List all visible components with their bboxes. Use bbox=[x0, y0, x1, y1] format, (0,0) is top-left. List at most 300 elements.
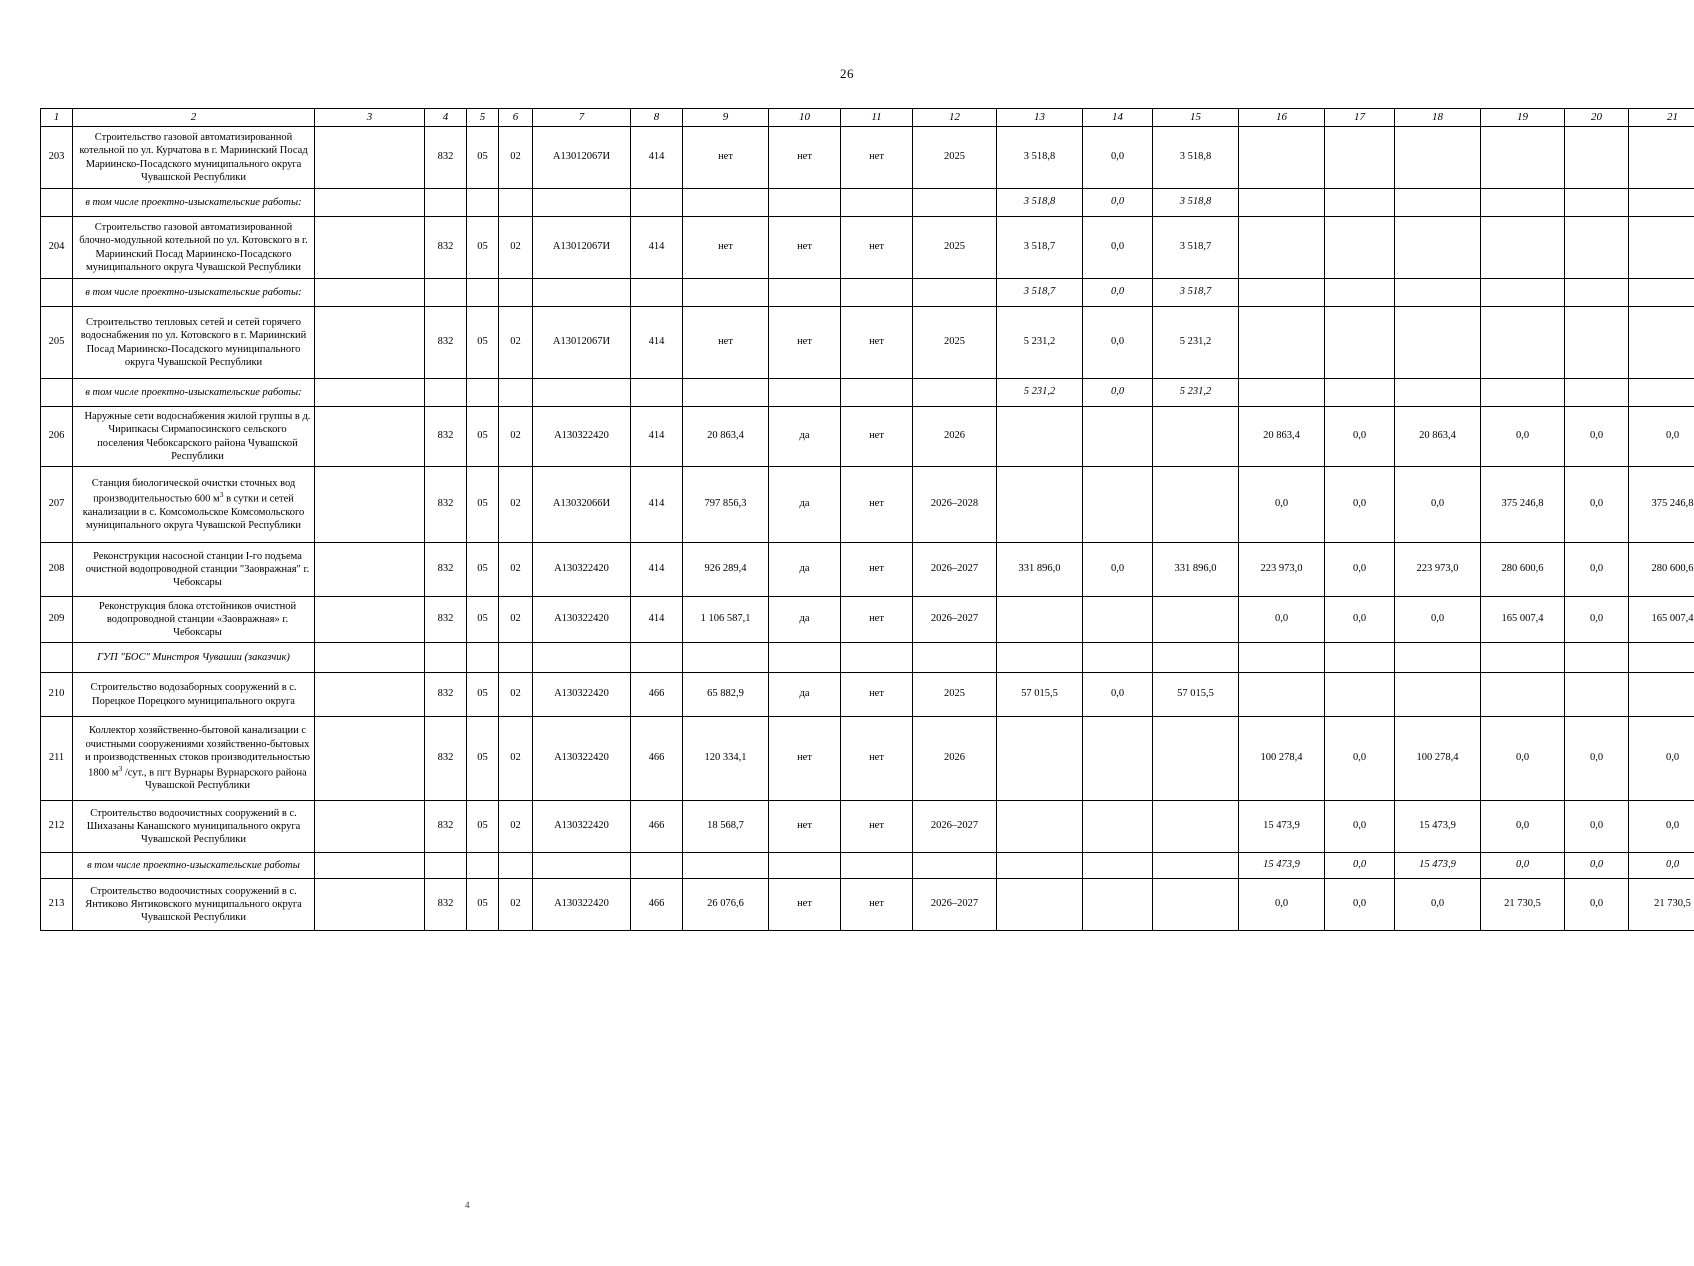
row-number bbox=[41, 379, 73, 407]
column-number: 3 bbox=[315, 109, 425, 127]
table-row bbox=[41, 597, 1694, 643]
cell-c4: 832 bbox=[425, 673, 467, 717]
cell-c9: нет bbox=[683, 217, 769, 279]
cell-c21 bbox=[1629, 279, 1694, 307]
cell-c5: 05 bbox=[467, 717, 499, 801]
column-number: 16 bbox=[1239, 109, 1325, 127]
cell-c19: 0,0 bbox=[1481, 407, 1565, 467]
cell-c7: А130322420 bbox=[533, 543, 631, 597]
cell-c13 bbox=[997, 407, 1083, 467]
row-number: 209 bbox=[41, 597, 73, 643]
cell-c20 bbox=[1565, 379, 1629, 407]
cell-c5 bbox=[467, 189, 499, 217]
cell-c8 bbox=[631, 643, 683, 673]
cell-c14: 0,0 bbox=[1083, 189, 1153, 217]
cell-c7 bbox=[533, 643, 631, 673]
cell-c15 bbox=[1153, 853, 1239, 879]
cell-c13 bbox=[997, 853, 1083, 879]
column-number: 8 bbox=[631, 109, 683, 127]
cell-c16: 0,0 bbox=[1239, 879, 1325, 931]
cell-c12 bbox=[913, 379, 997, 407]
cell-c11: нет bbox=[841, 307, 913, 379]
cell-c18 bbox=[1395, 217, 1481, 279]
cell-c13 bbox=[997, 717, 1083, 801]
cell-c16: 0,0 bbox=[1239, 597, 1325, 643]
table-row bbox=[41, 643, 1694, 673]
cell-c20 bbox=[1565, 217, 1629, 279]
cell-c20: 0,0 bbox=[1565, 879, 1629, 931]
cell-c7 bbox=[533, 379, 631, 407]
cell-c18: 15 473,9 bbox=[1395, 801, 1481, 853]
cell-c7: А130322420 bbox=[533, 879, 631, 931]
cell-c5: 05 bbox=[467, 407, 499, 467]
cell-c19: 0,0 bbox=[1481, 717, 1565, 801]
table-row bbox=[41, 127, 1694, 189]
object-name: ГУП "БОС" Минстроя Чувашии (заказчик) bbox=[73, 643, 315, 673]
cell-c16: 100 278,4 bbox=[1239, 717, 1325, 801]
cell-c16 bbox=[1239, 643, 1325, 673]
cell-c15: 5 231,2 bbox=[1153, 307, 1239, 379]
table-row bbox=[41, 467, 1694, 543]
cell-c19 bbox=[1481, 379, 1565, 407]
cell-c5: 05 bbox=[467, 879, 499, 931]
cell-c12: 2026–2027 bbox=[913, 801, 997, 853]
cell-c18: 0,0 bbox=[1395, 467, 1481, 543]
row-number: 204 bbox=[41, 217, 73, 279]
cell-c13 bbox=[997, 879, 1083, 931]
cell-c3 bbox=[315, 467, 425, 543]
cell-c10 bbox=[769, 279, 841, 307]
cell-c14 bbox=[1083, 467, 1153, 543]
cell-c12: 2026–2027 bbox=[913, 879, 997, 931]
object-name: Реконструкция насосной станции I-го подъема очистной водопроводной станции "Заовражная" г. Чебоксары bbox=[73, 543, 315, 597]
cell-c16 bbox=[1239, 379, 1325, 407]
cell-c9: нет bbox=[683, 127, 769, 189]
cell-c19: 0,0 bbox=[1481, 853, 1565, 879]
cell-c10: нет bbox=[769, 127, 841, 189]
row-number: 213 bbox=[41, 879, 73, 931]
column-number: 7 bbox=[533, 109, 631, 127]
cell-c7: А13012067И bbox=[533, 307, 631, 379]
cell-c15 bbox=[1153, 407, 1239, 467]
object-name: в том числе проектно-изыскательские работы: bbox=[73, 379, 315, 407]
cell-c9 bbox=[683, 643, 769, 673]
footer-mark: 4 bbox=[465, 1200, 470, 1210]
cell-c5 bbox=[467, 279, 499, 307]
column-number: 20 bbox=[1565, 109, 1629, 127]
cell-c10: нет bbox=[769, 217, 841, 279]
cell-c14: 0,0 bbox=[1083, 543, 1153, 597]
cell-c4: 832 bbox=[425, 801, 467, 853]
cell-c15 bbox=[1153, 643, 1239, 673]
cell-c7: А130322420 bbox=[533, 717, 631, 801]
cell-c12: 2026–2027 bbox=[913, 543, 997, 597]
object-name: Наружные сети водоснабжения жилой группы в д. Чирипкасы Сирмапосинского сельского поселения Чебоксарского района Чувашской Республики bbox=[73, 407, 315, 467]
cell-c11 bbox=[841, 189, 913, 217]
cell-c9: 1 106 587,1 bbox=[683, 597, 769, 643]
table-row bbox=[41, 379, 1694, 407]
row-number bbox=[41, 189, 73, 217]
cell-c6: 02 bbox=[499, 543, 533, 597]
cell-c9 bbox=[683, 279, 769, 307]
cell-c4: 832 bbox=[425, 407, 467, 467]
cell-c9: 26 076,6 bbox=[683, 879, 769, 931]
object-name: Станция биологической очистки сточных вод производительностью 600 $м^3$ в сутки и сетей канализации в с. Комсомольское Комсомольского муниципального округа Чувашской Республики bbox=[73, 467, 315, 543]
cell-c17 bbox=[1325, 127, 1395, 189]
cell-c21 bbox=[1629, 673, 1694, 717]
cell-c15: 3 518,8 bbox=[1153, 189, 1239, 217]
cell-c9: 926 289,4 bbox=[683, 543, 769, 597]
cell-c13: 5 231,2 bbox=[997, 307, 1083, 379]
column-number: 21 bbox=[1629, 109, 1694, 127]
object-name: Строительство тепловых сетей и сетей горячего водоснабжения по ул. Котовского в г. Мариинский Посад Мариинско-Посадского муниципального округа Чувашской Республики bbox=[73, 307, 315, 379]
cell-c9: 20 863,4 bbox=[683, 407, 769, 467]
cell-c20 bbox=[1565, 673, 1629, 717]
cell-c16: 0,0 bbox=[1239, 467, 1325, 543]
cell-c5: 05 bbox=[467, 673, 499, 717]
cell-c10: да bbox=[769, 673, 841, 717]
table-row bbox=[41, 407, 1694, 467]
cell-c19 bbox=[1481, 217, 1565, 279]
cell-c11 bbox=[841, 643, 913, 673]
cell-c9: 18 568,7 bbox=[683, 801, 769, 853]
cell-c18: 100 278,4 bbox=[1395, 717, 1481, 801]
cell-c15: 3 518,8 bbox=[1153, 127, 1239, 189]
cell-c12: 2026 bbox=[913, 717, 997, 801]
cell-c9: нет bbox=[683, 307, 769, 379]
cell-c21: 21 730,5 bbox=[1629, 879, 1694, 931]
cell-c3 bbox=[315, 407, 425, 467]
cell-c18 bbox=[1395, 673, 1481, 717]
cell-c3 bbox=[315, 127, 425, 189]
cell-c11: нет bbox=[841, 217, 913, 279]
table-row bbox=[41, 279, 1694, 307]
cell-c18: 0,0 bbox=[1395, 597, 1481, 643]
cell-c11: нет bbox=[841, 717, 913, 801]
column-number: 2 bbox=[73, 109, 315, 127]
cell-c13: 3 518,7 bbox=[997, 279, 1083, 307]
cell-c17 bbox=[1325, 643, 1395, 673]
cell-c15: 3 518,7 bbox=[1153, 217, 1239, 279]
cell-c15 bbox=[1153, 467, 1239, 543]
cell-c17 bbox=[1325, 189, 1395, 217]
row-number: 205 bbox=[41, 307, 73, 379]
cell-c6 bbox=[499, 853, 533, 879]
table-row bbox=[41, 853, 1694, 879]
cell-c17: 0,0 bbox=[1325, 467, 1395, 543]
cell-c19: 280 600,6 bbox=[1481, 543, 1565, 597]
column-number: 14 bbox=[1083, 109, 1153, 127]
cell-c16: 223 973,0 bbox=[1239, 543, 1325, 597]
cell-c16 bbox=[1239, 307, 1325, 379]
document-page bbox=[0, 66, 1694, 1266]
cell-c20: 0,0 bbox=[1565, 407, 1629, 467]
cell-c20: 0,0 bbox=[1565, 801, 1629, 853]
cell-c17 bbox=[1325, 379, 1395, 407]
row-number: 208 bbox=[41, 543, 73, 597]
cell-c8: 414 bbox=[631, 543, 683, 597]
row-number: 210 bbox=[41, 673, 73, 717]
cell-c10: нет bbox=[769, 879, 841, 931]
cell-c7: А13012067И bbox=[533, 217, 631, 279]
cell-c10: нет bbox=[769, 801, 841, 853]
cell-c12 bbox=[913, 279, 997, 307]
cell-c17: 0,0 bbox=[1325, 543, 1395, 597]
cell-c6: 02 bbox=[499, 673, 533, 717]
cell-c18 bbox=[1395, 127, 1481, 189]
cell-c8: 466 bbox=[631, 673, 683, 717]
cell-c20 bbox=[1565, 643, 1629, 673]
cell-c21: 375 246,8 bbox=[1629, 467, 1694, 543]
table-row bbox=[41, 307, 1694, 379]
cell-c13 bbox=[997, 597, 1083, 643]
cell-c10: да bbox=[769, 407, 841, 467]
cell-c4: 832 bbox=[425, 717, 467, 801]
cell-c14 bbox=[1083, 597, 1153, 643]
cell-c8: 414 bbox=[631, 217, 683, 279]
cell-c16 bbox=[1239, 673, 1325, 717]
cell-c3 bbox=[315, 597, 425, 643]
cell-c8: 414 bbox=[631, 127, 683, 189]
cell-c12: 2025 bbox=[913, 217, 997, 279]
budget-table-container bbox=[40, 108, 1654, 931]
cell-c8 bbox=[631, 379, 683, 407]
column-number: 6 bbox=[499, 109, 533, 127]
cell-c16: 15 473,9 bbox=[1239, 801, 1325, 853]
cell-c20 bbox=[1565, 307, 1629, 379]
cell-c17 bbox=[1325, 279, 1395, 307]
cell-c12 bbox=[913, 853, 997, 879]
row-number: 206 bbox=[41, 407, 73, 467]
table-row bbox=[41, 189, 1694, 217]
cell-c16 bbox=[1239, 127, 1325, 189]
object-name: в том числе проектно-изыскательские работы: bbox=[73, 279, 315, 307]
column-number: 15 bbox=[1153, 109, 1239, 127]
cell-c15: 57 015,5 bbox=[1153, 673, 1239, 717]
cell-c12: 2026–2028 bbox=[913, 467, 997, 543]
cell-c8 bbox=[631, 189, 683, 217]
cell-c13: 5 231,2 bbox=[997, 379, 1083, 407]
cell-c19 bbox=[1481, 279, 1565, 307]
cell-c14 bbox=[1083, 853, 1153, 879]
cell-c4: 832 bbox=[425, 307, 467, 379]
cell-c6: 02 bbox=[499, 467, 533, 543]
table-row bbox=[41, 879, 1694, 931]
cell-c12: 2025 bbox=[913, 127, 997, 189]
cell-c9: 797 856,3 bbox=[683, 467, 769, 543]
cell-c3 bbox=[315, 307, 425, 379]
cell-c18 bbox=[1395, 379, 1481, 407]
cell-c21: 0,0 bbox=[1629, 407, 1694, 467]
cell-c18 bbox=[1395, 643, 1481, 673]
cell-c3 bbox=[315, 217, 425, 279]
cell-c6: 02 bbox=[499, 217, 533, 279]
cell-c17 bbox=[1325, 217, 1395, 279]
cell-c7: А130322420 bbox=[533, 407, 631, 467]
cell-c8: 414 bbox=[631, 307, 683, 379]
cell-c20: 0,0 bbox=[1565, 543, 1629, 597]
cell-c20 bbox=[1565, 279, 1629, 307]
cell-c8 bbox=[631, 853, 683, 879]
object-name: Коллектор хозяйственно-бытовой канализации с очистными сооружениями хозяйственно-бытовых и производственных стоков производительностью 1800 $м^3$ /сут., в пгт Вурнары Вурнарского района Чувашской Республики bbox=[73, 717, 315, 801]
cell-c13 bbox=[997, 801, 1083, 853]
cell-c11: нет bbox=[841, 879, 913, 931]
cell-c13: 331 896,0 bbox=[997, 543, 1083, 597]
cell-c19: 21 730,5 bbox=[1481, 879, 1565, 931]
cell-c16: 15 473,9 bbox=[1239, 853, 1325, 879]
cell-c18: 20 863,4 bbox=[1395, 407, 1481, 467]
cell-c6 bbox=[499, 643, 533, 673]
table-row bbox=[41, 543, 1694, 597]
cell-c17: 0,0 bbox=[1325, 407, 1395, 467]
cell-c9: 65 882,9 bbox=[683, 673, 769, 717]
row-number: 203 bbox=[41, 127, 73, 189]
cell-c8: 414 bbox=[631, 597, 683, 643]
column-numbers-row bbox=[41, 109, 1694, 127]
cell-c15 bbox=[1153, 801, 1239, 853]
cell-c16 bbox=[1239, 279, 1325, 307]
row-number: 207 bbox=[41, 467, 73, 543]
cell-c21 bbox=[1629, 643, 1694, 673]
cell-c4 bbox=[425, 379, 467, 407]
cell-c19 bbox=[1481, 127, 1565, 189]
table-row bbox=[41, 217, 1694, 279]
cell-c11: нет bbox=[841, 543, 913, 597]
cell-c6: 02 bbox=[499, 307, 533, 379]
cell-c11 bbox=[841, 279, 913, 307]
cell-c21: 280 600,6 bbox=[1629, 543, 1694, 597]
column-number: 1 bbox=[41, 109, 73, 127]
cell-c18 bbox=[1395, 307, 1481, 379]
cell-c7 bbox=[533, 853, 631, 879]
cell-c15: 331 896,0 bbox=[1153, 543, 1239, 597]
cell-c3 bbox=[315, 543, 425, 597]
cell-c9 bbox=[683, 379, 769, 407]
column-number: 11 bbox=[841, 109, 913, 127]
object-name: в том числе проектно-изыскательские работы: bbox=[73, 189, 315, 217]
column-number: 18 bbox=[1395, 109, 1481, 127]
cell-c4: 832 bbox=[425, 543, 467, 597]
cell-c11 bbox=[841, 379, 913, 407]
cell-c3 bbox=[315, 379, 425, 407]
cell-c14: 0,0 bbox=[1083, 127, 1153, 189]
cell-c10: нет bbox=[769, 307, 841, 379]
cell-c17 bbox=[1325, 673, 1395, 717]
cell-c4 bbox=[425, 189, 467, 217]
cell-c5: 05 bbox=[467, 801, 499, 853]
table-row bbox=[41, 717, 1694, 801]
cell-c12: 2026 bbox=[913, 407, 997, 467]
cell-c12: 2025 bbox=[913, 673, 997, 717]
cell-c12 bbox=[913, 189, 997, 217]
cell-c5 bbox=[467, 379, 499, 407]
cell-c5: 05 bbox=[467, 543, 499, 597]
cell-c6 bbox=[499, 379, 533, 407]
cell-c16 bbox=[1239, 217, 1325, 279]
cell-c19: 375 246,8 bbox=[1481, 467, 1565, 543]
row-number: 211 bbox=[41, 717, 73, 801]
cell-c21 bbox=[1629, 217, 1694, 279]
cell-c3 bbox=[315, 189, 425, 217]
cell-c21: 0,0 bbox=[1629, 717, 1694, 801]
cell-c9 bbox=[683, 853, 769, 879]
cell-c5: 05 bbox=[467, 597, 499, 643]
cell-c14 bbox=[1083, 879, 1153, 931]
column-number: 12 bbox=[913, 109, 997, 127]
cell-c18: 15 473,9 bbox=[1395, 853, 1481, 879]
cell-c5 bbox=[467, 853, 499, 879]
cell-c10: нет bbox=[769, 717, 841, 801]
cell-c15 bbox=[1153, 879, 1239, 931]
cell-c13: 3 518,7 bbox=[997, 217, 1083, 279]
column-number: 5 bbox=[467, 109, 499, 127]
cell-c13: 3 518,8 bbox=[997, 189, 1083, 217]
cell-c8: 414 bbox=[631, 407, 683, 467]
cell-c13 bbox=[997, 467, 1083, 543]
cell-c3 bbox=[315, 801, 425, 853]
cell-c8: 466 bbox=[631, 879, 683, 931]
cell-c10 bbox=[769, 189, 841, 217]
cell-c17: 0,0 bbox=[1325, 717, 1395, 801]
cell-c6: 02 bbox=[499, 597, 533, 643]
cell-c4 bbox=[425, 643, 467, 673]
cell-c17: 0,0 bbox=[1325, 597, 1395, 643]
cell-c19: 0,0 bbox=[1481, 801, 1565, 853]
cell-c6: 02 bbox=[499, 407, 533, 467]
cell-c3 bbox=[315, 279, 425, 307]
cell-c11: нет bbox=[841, 407, 913, 467]
cell-c7: А130322420 bbox=[533, 673, 631, 717]
object-name: Строительство водоочистных сооружений в с. Янтиково Янтиковского муниципального округа Чувашской Республики bbox=[73, 879, 315, 931]
cell-c21 bbox=[1629, 189, 1694, 217]
cell-c7: А13032066И bbox=[533, 467, 631, 543]
cell-c10: да bbox=[769, 467, 841, 543]
cell-c15: 5 231,2 bbox=[1153, 379, 1239, 407]
cell-c21 bbox=[1629, 127, 1694, 189]
cell-c7 bbox=[533, 189, 631, 217]
budget-table bbox=[40, 108, 1694, 931]
cell-c10 bbox=[769, 379, 841, 407]
cell-c12: 2025 bbox=[913, 307, 997, 379]
cell-c14 bbox=[1083, 801, 1153, 853]
cell-c17: 0,0 bbox=[1325, 801, 1395, 853]
cell-c7: А130322420 bbox=[533, 801, 631, 853]
cell-c20: 0,0 bbox=[1565, 717, 1629, 801]
cell-c11: нет bbox=[841, 467, 913, 543]
cell-c19 bbox=[1481, 189, 1565, 217]
cell-c14: 0,0 bbox=[1083, 279, 1153, 307]
cell-c5: 05 bbox=[467, 307, 499, 379]
cell-c8: 414 bbox=[631, 467, 683, 543]
row-number bbox=[41, 643, 73, 673]
cell-c5: 05 bbox=[467, 127, 499, 189]
cell-c12: 2026–2027 bbox=[913, 597, 997, 643]
object-name: Строительство водоочистных сооружений в с. Шихазаны Канашского муниципального округа Чувашской Республики bbox=[73, 801, 315, 853]
cell-c20: 0,0 bbox=[1565, 597, 1629, 643]
row-number bbox=[41, 279, 73, 307]
cell-c21 bbox=[1629, 307, 1694, 379]
cell-c15 bbox=[1153, 717, 1239, 801]
row-number: 212 bbox=[41, 801, 73, 853]
cell-c3 bbox=[315, 879, 425, 931]
cell-c21: 165 007,4 bbox=[1629, 597, 1694, 643]
cell-c11: нет bbox=[841, 673, 913, 717]
cell-c20 bbox=[1565, 189, 1629, 217]
row-number bbox=[41, 853, 73, 879]
cell-c17: 0,0 bbox=[1325, 879, 1395, 931]
page-number: 26 bbox=[0, 66, 1694, 82]
cell-c11: нет bbox=[841, 597, 913, 643]
